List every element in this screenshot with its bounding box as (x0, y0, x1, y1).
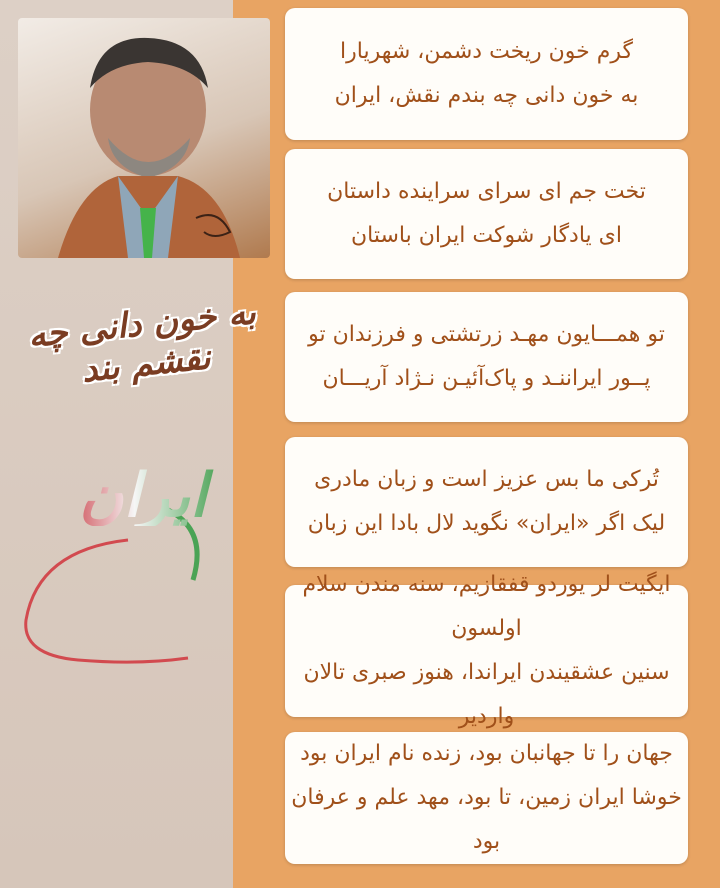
verse-line: ایگیت لر یوردو قفقازیم، سنه مندن سلام اولسون (302, 572, 671, 641)
verse-line: ای یادگار شوکت ایران باستان (350, 223, 622, 248)
iran-calligraphy-logo (18, 440, 228, 670)
verse-line: سنین عشقیندن ایراندا، هنوز صبری تالان واردیر (303, 660, 670, 729)
verse-card-1 (285, 8, 688, 140)
verse-line: تُرکی ما بس عزیز است و زبان مادری (314, 467, 659, 492)
verse-line: گرم خون ریخت دشمن، شهریارا (340, 39, 633, 64)
poet-portrait-image (18, 18, 270, 258)
verse-card-4 (285, 437, 688, 567)
verse-line: خوشا ایران زمین، تا بود، مهد علم و عرفان بود (291, 785, 682, 854)
verse-card-6 (285, 732, 688, 864)
verse-card-2 (285, 149, 688, 279)
verse-line: تو همـــایون مهـد زرتشتی و فرزندان تو (308, 322, 665, 347)
verse-line: پــور ایراننـد و پاک‌آئیـن نـژاد آریـــان (322, 366, 651, 391)
verse-line: تخت جم ای سرای سراینده داستان (327, 179, 646, 204)
iran-word: ایران (58, 466, 228, 526)
verse-card-5 (285, 572, 688, 729)
calligraphy-slogan: به خون دانی چه نقشم بند (26, 292, 258, 391)
poet-portrait (18, 18, 270, 258)
verse-card-3 (285, 292, 688, 422)
verse-line: جهان را تا جهانبان بود، زنده نام ایران بود (300, 741, 673, 766)
verse-line: به خون دانی چه بندم نقش، ایران (334, 83, 639, 108)
verse-line: لیک اگر «ایران» نگوید لال بادا این زبان (307, 511, 666, 536)
